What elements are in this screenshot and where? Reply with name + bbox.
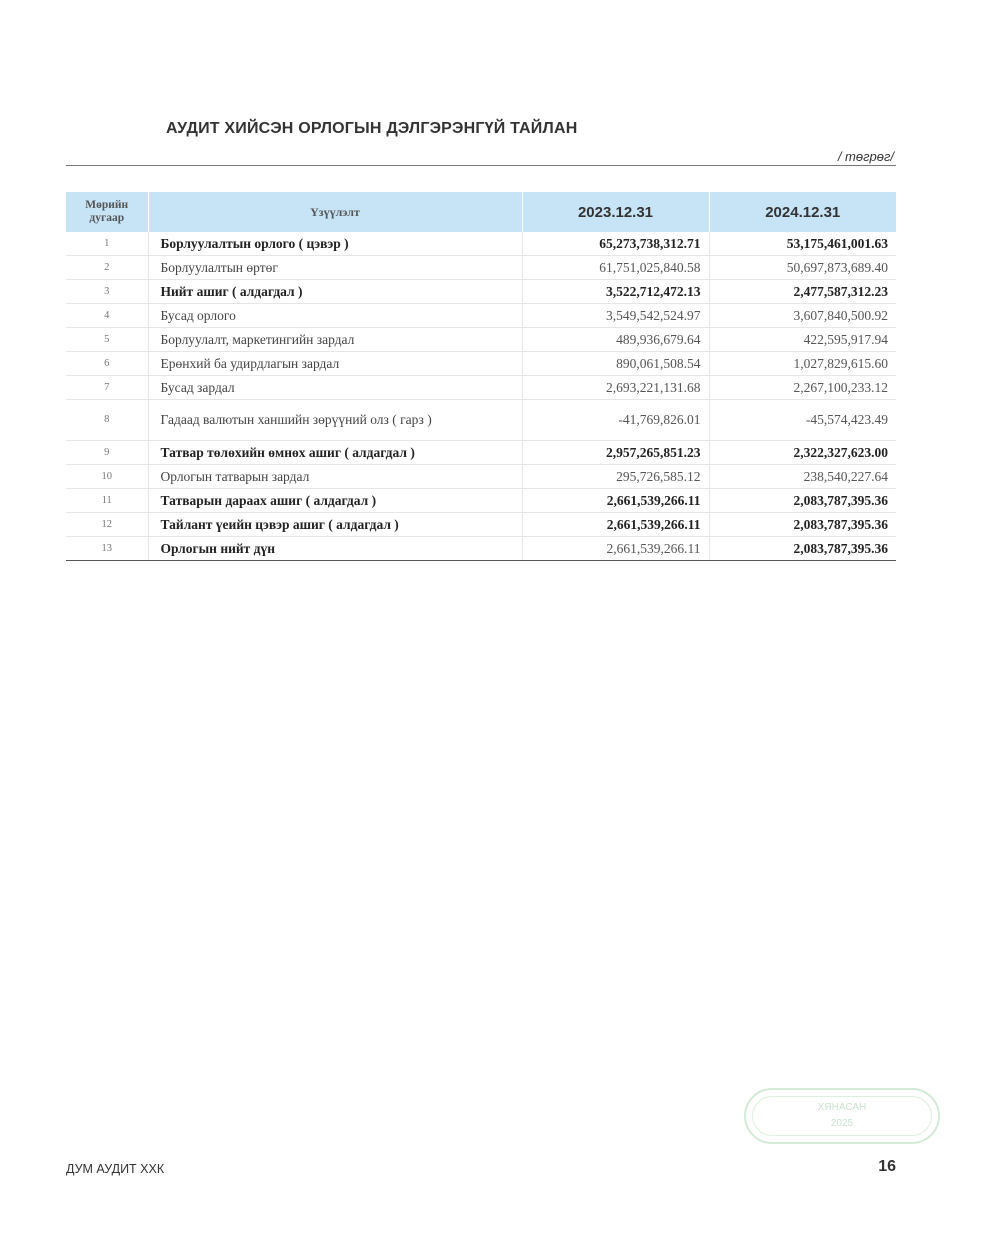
stamp-text-bottom: 2025 <box>830 1118 854 1129</box>
row-value-2023: 295,726,585.12 <box>522 465 709 489</box>
row-value-2024: 1,027,829,615.60 <box>709 352 896 376</box>
row-value-2023: 2,661,539,266.11 <box>522 513 709 537</box>
row-value-2023: 2,693,221,131.68 <box>522 376 709 400</box>
row-value-2024: 2,267,100,233.12 <box>709 376 896 400</box>
row-value-2023: 3,549,542,524.97 <box>522 304 709 328</box>
row-indicator: Татварын дараах ашиг ( алдагдал ) <box>148 489 522 513</box>
approval-stamp <box>744 1088 940 1144</box>
row-value-2023: 2,661,539,266.11 <box>522 537 709 561</box>
stamp-text-top: ХЯНАСАН <box>817 1102 867 1113</box>
row-number: 4 <box>66 304 148 328</box>
row-number: 11 <box>66 489 148 513</box>
header-line-number-word2: дугаар <box>89 212 125 224</box>
row-number: 8 <box>66 400 148 441</box>
row-value-2023: 61,751,025,840.58 <box>522 256 709 280</box>
table-row <box>66 304 896 328</box>
table-header-row <box>66 192 896 232</box>
row-value-2024: -45,574,423.49 <box>709 400 896 441</box>
row-indicator: Борлуулалт, маркетингийн зардал <box>148 328 522 352</box>
header-line-number-word1: Мөрийн <box>85 199 129 211</box>
report-title: АУДИТ ХИЙСЭН ОРЛОГЫН ДЭЛГЭРЭНГҮЙ ТАЙЛАН <box>166 120 578 137</box>
table-row <box>66 352 896 376</box>
table-row <box>66 376 896 400</box>
row-number: 3 <box>66 280 148 304</box>
table-row <box>66 400 896 441</box>
row-value-2024: 2,322,327,623.00 <box>709 441 896 465</box>
row-value-2024: 238,540,227.64 <box>709 465 896 489</box>
table-row <box>66 256 896 280</box>
row-value-2024: 53,175,461,001.63 <box>709 232 896 256</box>
row-number: 2 <box>66 256 148 280</box>
footer-company-name: ДУМ АУДИТ ХХК <box>66 1162 165 1176</box>
table-row <box>66 280 896 304</box>
row-indicator: Бусад зардал <box>148 376 522 400</box>
header-line-number <box>66 192 148 232</box>
currency-unit-label: / төгрөг/ <box>837 149 894 164</box>
row-number: 6 <box>66 352 148 376</box>
row-value-2024: 2,083,787,395.36 <box>709 489 896 513</box>
page-number: 16 <box>878 1158 896 1175</box>
row-indicator: Нийт ашиг ( алдагдал ) <box>148 280 522 304</box>
row-indicator: Орлогын татварын зардал <box>148 465 522 489</box>
table-row <box>66 513 896 537</box>
income-statement-table <box>66 192 896 561</box>
row-number: 7 <box>66 376 148 400</box>
row-number: 12 <box>66 513 148 537</box>
title-divider <box>66 165 896 166</box>
table-row <box>66 441 896 465</box>
row-value-2023: 3,522,712,472.13 <box>522 280 709 304</box>
row-value-2023: 2,957,265,851.23 <box>522 441 709 465</box>
row-indicator: Бусад орлого <box>148 304 522 328</box>
header-2023: 2023.12.31 <box>522 192 709 232</box>
row-value-2024: 2,083,787,395.36 <box>709 537 896 561</box>
table-row <box>66 489 896 513</box>
row-number: 5 <box>66 328 148 352</box>
table-row <box>66 328 896 352</box>
row-value-2023: 890,061,508.54 <box>522 352 709 376</box>
row-indicator: Ерөнхий ба удирдлагын зардал <box>148 352 522 376</box>
row-number: 10 <box>66 465 148 489</box>
header-2024: 2024.12.31 <box>709 192 896 232</box>
header-description: Үзүүлэлт <box>148 192 522 232</box>
table-row <box>66 465 896 489</box>
row-number: 1 <box>66 232 148 256</box>
row-value-2023: 489,936,679.64 <box>522 328 709 352</box>
row-indicator: Борлуулалтын орлого ( цэвэр ) <box>148 232 522 256</box>
row-value-2023: -41,769,826.01 <box>522 400 709 441</box>
row-value-2024: 50,697,873,689.40 <box>709 256 896 280</box>
row-indicator: Орлогын нийт дүн <box>148 537 522 561</box>
row-indicator: Татвар төлөхийн өмнөх ашиг ( алдагдал ) <box>148 441 522 465</box>
row-value-2023: 65,273,738,312.71 <box>522 232 709 256</box>
row-number: 9 <box>66 441 148 465</box>
row-value-2024: 422,595,917.94 <box>709 328 896 352</box>
row-value-2024: 2,477,587,312.23 <box>709 280 896 304</box>
table-row <box>66 537 896 561</box>
row-value-2024: 2,083,787,395.36 <box>709 513 896 537</box>
table-row <box>66 232 896 256</box>
row-indicator: Тайлант үеийн цэвэр ашиг ( алдагдал ) <box>148 513 522 537</box>
row-indicator: Гадаад валютын ханшийн зөрүүний олз ( гарз ) <box>148 400 522 441</box>
row-value-2024: 3,607,840,500.92 <box>709 304 896 328</box>
row-value-2023: 2,661,539,266.11 <box>522 489 709 513</box>
row-number: 13 <box>66 537 148 561</box>
row-indicator: Борлуулалтын өртөг <box>148 256 522 280</box>
